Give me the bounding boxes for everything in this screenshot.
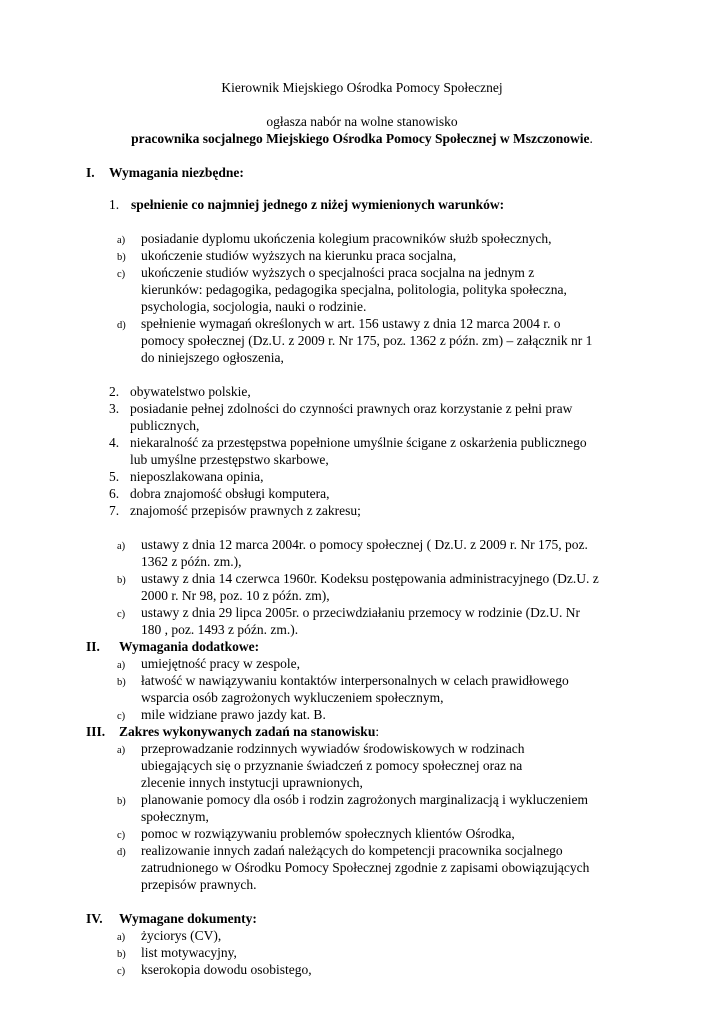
header-title: Kierownik Miejskiego Ośrodka Pomocy Społecznej (221, 80, 503, 95)
task-label: d) (117, 847, 126, 858)
law-line: 180 , poz. 1493 z późn. zm.). (141, 622, 299, 637)
section-2-title: Wymagania dodatkowe: (119, 639, 260, 654)
condition-label: d) (117, 320, 126, 331)
requirement-1-number: 1. (109, 197, 120, 212)
section-1-title: Wymagania niezbędne: (109, 165, 244, 180)
extra-line: umiejętność pracy w zespole, (141, 656, 300, 671)
task-line: zlecenie innych instytucji uprawnionych, (141, 775, 363, 790)
task-line: przeprowadzanie rodzinnych wywiadów środowiskowych w rodzinach (141, 741, 525, 756)
requirement-number: 5. (109, 469, 120, 484)
requirement-1-text: spełnienie co najmniej jednego z niżej wymienionych warunków: (131, 197, 505, 212)
condition-label: a) (117, 235, 126, 246)
extra-line: łatwość w nawiązywaniu kontaktów interpersonalnych w celach prawidłowego (141, 673, 569, 688)
task-line: planowanie pomocy dla osób i rodzin zagrożonych marginalizacją i wykluczeniem (141, 792, 588, 807)
condition-line: pomocy społecznej (Dz.U. z 2009 r. Nr 175, poz. 1362 z późn. zm) – załącznik nr 1 (141, 333, 593, 348)
law-line: ustawy z dnia 29 lipca 2005r. o przeciwdziałaniu przemocy w rodzinie (Dz.U. Nr (141, 605, 580, 620)
task-line: ubiegających się o przyznanie świadczeń z pomocy społecznej oraz na (141, 758, 523, 773)
requirement-line: publicznych, (130, 418, 200, 433)
extra-label: b) (117, 677, 126, 688)
condition-line: spełnienie wymagań określonych w art. 156 ustawy z dnia 12 marca 2004 r. o (141, 316, 561, 331)
requirement-line: lub umyślne przestępstwo skarbowe, (130, 452, 329, 467)
task-line: zatrudnionego w Ośrodku Pomocy Społecznej zgodnie z zapisami obowiązujących (141, 860, 590, 875)
task-line: przepisów prawnych. (141, 877, 257, 892)
extra-label: a) (117, 660, 126, 671)
task-label: c) (117, 830, 126, 841)
requirement-line: dobra znajomość obsługi komputera, (130, 486, 330, 501)
law-line: ustawy z dnia 14 czerwca 1960r. Kodeksu postępowania administracyjnego (Dz.U. z (141, 571, 599, 586)
condition-label: c) (117, 269, 126, 280)
section-1-number: I. (86, 165, 95, 180)
condition-line: ukończenie studiów wyższych na kierunku praca socjalna, (141, 248, 457, 263)
law-label: a) (117, 541, 126, 552)
requirement-number: 7. (109, 503, 120, 518)
extra-line: wsparcia osób zagrożonych wykluczeniem społecznym, (141, 690, 444, 705)
document-label: c) (117, 966, 126, 977)
task-line: realizowanie innych zadań należących do kompetencji pracownika socjalnego (141, 843, 563, 858)
requirement-number: 6. (109, 486, 120, 501)
condition-line: kierunków: pedagogika, pedagogika specjalna, politologia, polityka społeczna, (141, 282, 567, 297)
section-3-colon: : (375, 724, 380, 739)
law-line: 1362 z późn. zm.), (141, 554, 242, 569)
requirement-line: obywatelstwo polskie, (130, 384, 251, 399)
header-announce: ogłasza nabór na wolne stanowisko (266, 114, 458, 129)
law-line: 2000 r. Nr 98, poz. 10 z późn. zm), (141, 588, 330, 603)
document-line: kserokopia dowodu osobistego, (141, 962, 312, 977)
requirement-number: 3. (109, 401, 120, 416)
section-3-number: III. (86, 724, 106, 739)
header-position-line (0, 130, 724, 147)
task-line: pomoc w rozwiązywaniu problemów społecznych klientów Ośrodka, (141, 826, 515, 841)
task-label: a) (117, 745, 126, 756)
condition-label: b) (117, 252, 126, 263)
condition-line: psychologia, socjologia, nauki o rodzinie. (141, 299, 367, 314)
requirement-line: znajomość przepisów prawnych z zakresu; (130, 503, 361, 518)
section-2-number: II. (86, 639, 100, 654)
requirement-line: posiadanie pełnej zdolności do czynności prawnych oraz korzystanie z pełni praw (130, 401, 573, 416)
requirement-line: nieposzlakowana opinia, (130, 469, 264, 484)
condition-line: ukończenie studiów wyższych o specjalności praca socjalna na jednym z (141, 265, 535, 280)
header-position-dot: . (589, 131, 593, 146)
law-label: b) (117, 575, 126, 586)
document-line: list motywacyjny, (141, 945, 237, 960)
condition-line: posiadanie dyplomu ukończenia kolegium pracowników służb społecznych, (141, 231, 552, 246)
condition-line: do niniejszego ogłoszenia, (141, 350, 284, 365)
extra-line: mile widziane prawo jazdy kat. B. (141, 707, 326, 722)
section-4-number: IV. (86, 911, 103, 926)
document-line: życiorys (CV), (141, 928, 222, 943)
section-3-heading (119, 723, 379, 740)
task-line: społecznym, (141, 809, 209, 824)
requirement-line: niekaralność za przestępstwa popełnione umyślnie ścigane z oskarżenia publicznego (130, 435, 587, 450)
requirement-number: 2. (109, 384, 120, 399)
header-position: pracownika socjalnego Miejskiego Ośrodka Pomocy Społecznej w Mszczonowie (131, 131, 590, 146)
task-label: b) (117, 796, 126, 807)
requirement-number: 4. (109, 435, 120, 450)
extra-label: c) (117, 711, 126, 722)
document-label: b) (117, 949, 126, 960)
section-4-title: Wymagane dokumenty: (119, 911, 257, 926)
law-label: c) (117, 609, 126, 620)
section-3-title: Zakres wykonywanych zadań na stanowisku (119, 724, 376, 739)
law-line: ustawy z dnia 12 marca 2004r. o pomocy społecznej ( Dz.U. z 2009 r. Nr 175, poz. (141, 537, 588, 552)
document-label: a) (117, 932, 126, 943)
